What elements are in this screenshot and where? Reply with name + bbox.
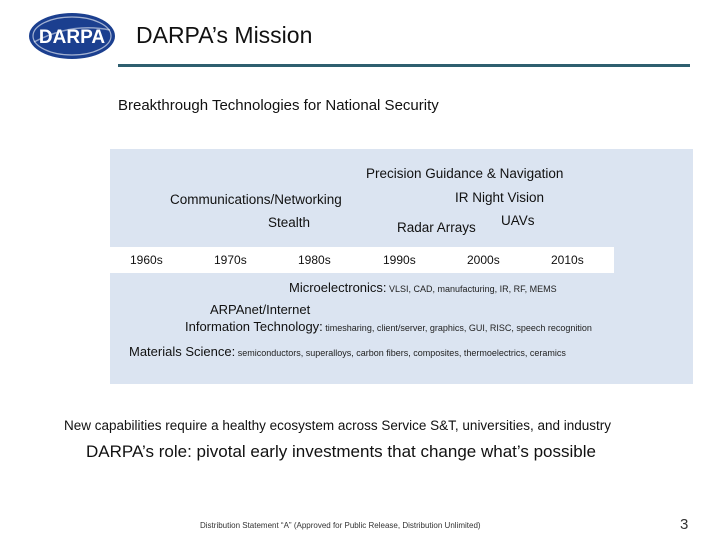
ecosystem-statement: New capabilities require a healthy ecosystem across Service S&T, universities, and industry (64, 418, 611, 433)
page-number: 3 (680, 516, 689, 533)
tech-precision-guidance: Precision Guidance & Navigation (366, 166, 564, 181)
tech-uavs: UAVs (501, 213, 535, 228)
decade-label: 1970s (214, 253, 247, 267)
area-label: Microelectronics: (289, 280, 387, 295)
decade-label: 1960s (130, 253, 163, 267)
area-microelectronics (289, 279, 557, 297)
decade-label: 1980s (298, 253, 331, 267)
area-label: ARPAnet/Internet (210, 302, 311, 317)
area-information-technology (185, 318, 592, 336)
page-title: DARPA’s Mission (136, 22, 313, 48)
area-description: semiconductors, superalloys, carbon fibers, composites, thermoelectrics, ceramics (235, 348, 566, 358)
area-description: timesharing, client/server, graphics, GUI, RISC, speech recognition (322, 323, 592, 333)
tech-communications: Communications/Networking (170, 192, 342, 207)
decade-label: 1990s (383, 253, 416, 267)
tech-stealth: Stealth (268, 215, 311, 230)
subtitle: Breakthrough Technologies for National Security (118, 97, 439, 114)
area-label: Information Technology: (185, 319, 323, 334)
area-description: VLSI, CAD, manufacturing, IR, RF, MEMS (386, 284, 557, 294)
header-divider (118, 64, 690, 67)
area-label: Materials Science: (129, 344, 236, 359)
distribution-statement: Distribution Statement “A” (Approved for Public Release, Distribution Unlimited) (200, 521, 481, 530)
role-statement: DARPA’s role: pivotal early investments that change what’s possible (86, 442, 596, 461)
decade-bar (104, 247, 614, 273)
logo-text: DARPA (38, 27, 106, 48)
area-materials-science (129, 343, 566, 361)
area-arpanet (210, 301, 310, 319)
tech-radar-arrays: Radar Arrays (397, 220, 476, 235)
decade-label: 2010s (551, 253, 584, 267)
decade-label: 2000s (467, 253, 500, 267)
darpa-logo (28, 12, 116, 60)
tech-ir-night-vision: IR Night Vision (455, 190, 545, 205)
